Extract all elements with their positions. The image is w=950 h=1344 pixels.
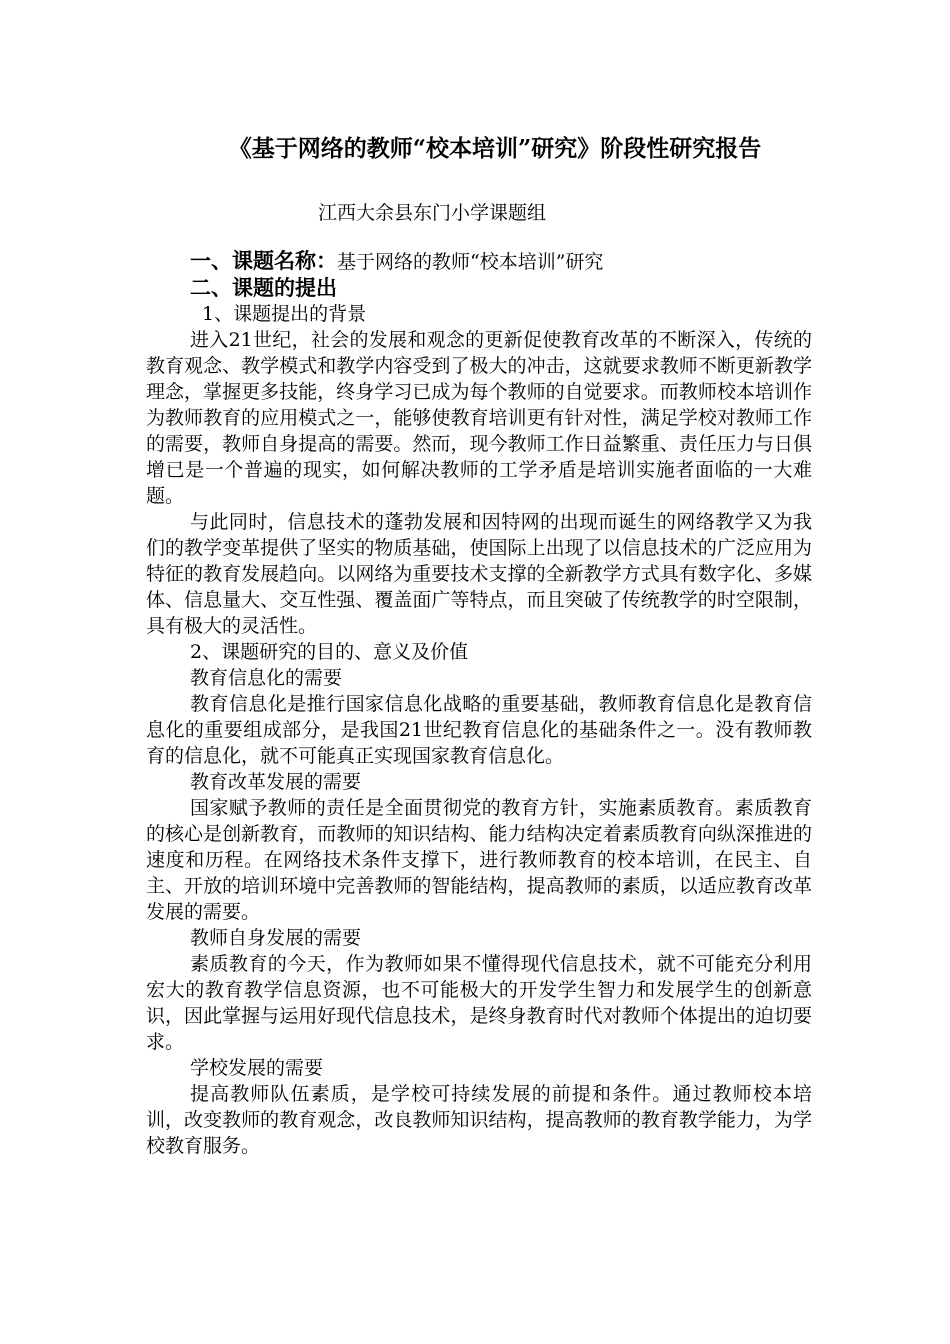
- topic-name: 基于网络的教师“校本培训”研究: [337, 251, 604, 273]
- need-heading-teacher-development: 教师自身发展的需要: [190, 927, 362, 949]
- document-body: [146, 248, 812, 1159]
- paragraph-background-1: 进入21世纪，社会的发展和观念的更新促使教育改革的不断深入，传统的教育观念、教学模式和教学内容受到了极大的冲击，这就要求教师不断更新教学理念，掌握更多技能，终身学习已成为每个教师的自觉要求。而教师校本培训作为教师教育的应用模式之一，能够使教育培训更有针对性，满足学校对教师工作的需要，教师自身提高的需要。然而，现今教师工作日益繁重、责任压力与日俱增已是一个普遍的现实，如何解决教师的工学矛盾是培训实施者面临的一大难题。: [146, 329, 812, 507]
- section-heading-topic: [146, 248, 812, 275]
- section-heading-label: 一、课题名称：: [190, 248, 337, 273]
- need-heading-reform: 教育改革发展的需要: [190, 771, 362, 793]
- need-heading-informatization: 教育信息化的需要: [190, 667, 343, 689]
- paragraph-teacher-development: 素质教育的今天，作为教师如果不懂得现代信息技术，就不可能充分利用宏大的教育教学信息资源，也不可能极大的开发学生智力和发展学生的创新意识，因此掌握与运用好现代信息技术，是终身教育时代对教师个体提出的迫切要求。: [146, 953, 812, 1053]
- paragraph-reform: 国家赋予教师的责任是全面贯彻党的教育方针，实施素质教育。素质教育的核心是创新教育，而教师的知识结构、能力结构决定着素质教育向纵深推进的速度和历程。在网络技术条件支撑下，进行教师教育的校本培训，在民主、自主、开放的培训环境中完善教师的智能结构，提高教师的素质，以适应教育改革发展的需要。: [146, 797, 812, 923]
- subsection-heading-purpose: 2、课题研究的目的、意义及价值: [190, 641, 469, 663]
- document-title: 《基于网络的教师“校本培训”研究》阶段性研究报告: [228, 135, 762, 162]
- paragraph-background-2: 与此同时，信息技术的蓬勃发展和因特网的出现而诞生的网络教学又为我们的教学变革提供了坚实的物质基础，使国际上出现了以信息技术的广泛应用为特征的教育发展趋向。以网络为重要技术支撑的全新教学方式具有数字化、多媒体、信息量大、交互性强、覆盖面广等特点，而且突破了传统教学的时空限制，具有极大的灵活性。: [146, 511, 812, 637]
- subsection-heading-background: 1、课题提出的背景: [202, 303, 367, 325]
- paragraph-school-development: 提高教师队伍素质，是学校可持续发展的前提和条件。通过教师校本培训，改变教师的教育观念，改良教师知识结构，提高教师的教育教学能力，为学校教育服务。: [146, 1083, 812, 1157]
- paragraph-informatization: 教育信息化是推行国家信息化战略的重要基础，教师教育信息化是教育信息化的重要组成部分，是我国21世纪教育信息化的基础条件之一。没有教师教育的信息化，就不可能真正实现国家教育信息化。: [146, 693, 812, 767]
- need-heading-school-development: 学校发展的需要: [190, 1057, 324, 1079]
- document-author: 江西大余县东门小学课题组: [318, 202, 547, 224]
- section-heading-origin: 二、课题的提出: [190, 275, 337, 300]
